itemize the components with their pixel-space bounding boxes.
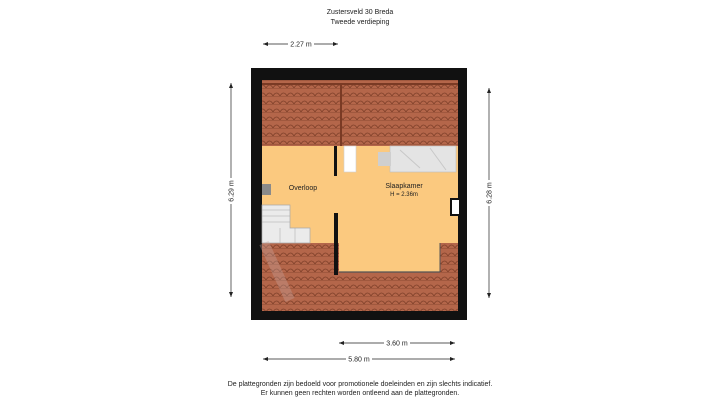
floor-subtitle: Tweede verdieping bbox=[330, 19, 390, 26]
room-label-bedroom: Slaapkamer bbox=[385, 183, 423, 190]
dimension-bottom-total-label: 5.80 m bbox=[348, 356, 370, 364]
room-height-label: H = 2.36m bbox=[390, 192, 418, 198]
dimension-top-label: 2.27 m bbox=[290, 41, 312, 49]
disclaimer bbox=[0, 380, 720, 398]
dimension-right bbox=[484, 88, 494, 298]
address-title: Zustersveld 30 Breda bbox=[326, 9, 394, 16]
dimension-left bbox=[226, 83, 236, 297]
disclaimer-line-1: De plattegronden zijn bedoeld voor promotionele doeleinden en zijn slechts indicatief. bbox=[227, 381, 493, 388]
dimension-left-label: 6.29 m bbox=[228, 180, 236, 202]
dimension-right-label: 6.28 m bbox=[486, 182, 494, 204]
bed-icon bbox=[378, 146, 456, 172]
dimension-bottom-inner-label: 3.60 m bbox=[386, 340, 408, 348]
interior-wall bbox=[334, 213, 338, 275]
dimension-top bbox=[263, 39, 338, 49]
dimension-bottom-total bbox=[263, 354, 455, 364]
radiator-icon bbox=[262, 184, 271, 195]
interior-wall-top bbox=[334, 146, 337, 176]
dimension-bottom-inner bbox=[339, 338, 455, 348]
window-icon bbox=[451, 199, 460, 215]
room-label-landing: Overloop bbox=[288, 185, 318, 192]
disclaimer-line-2: Er kunnen geen rechten worden ontleend aan de plattegronden. bbox=[260, 390, 460, 397]
cabinet-icon bbox=[344, 146, 356, 172]
